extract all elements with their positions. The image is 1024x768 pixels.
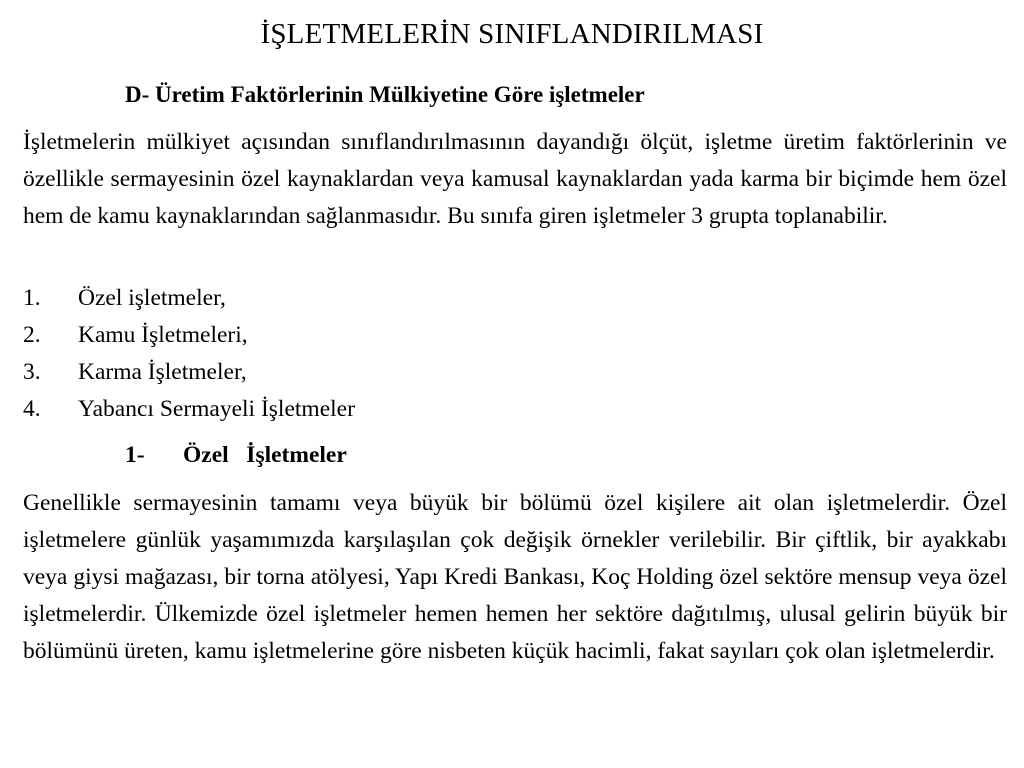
list-item-text: Özel işletmeler, [78,285,226,311]
slide-title: İŞLETMELERİN SINIFLANDIRILMASI [260,18,764,50]
list-item-text: Karma İşletmeler, [78,359,247,385]
list-item-number: 2. [23,322,41,348]
private-business-paragraph: Genellikle sermayesinin tamamı veya büyük bir bölümü özel kişilere ait olan işletmelerdir. Özel işletmelere günlük yaşamımızda karşılaşılan çok değişik örnekler verilebilir. Bir çiftlik, bir ayakkabı veya giysi mağazası, bir torna atölyesi, Yapı Kredi Bankası, Koç Holding özel sektöre mensup veya özel işletmelerdir. Ülkemizde özel işletmeler hemen hemen her sektöre dağıtılmış, ulusal gelirin büyük bir bölümünü üreten, kamu işletmelerine göre nisbeten küçük hacimli, fakat sayıları çok olan işletmelerdir. [23,490,1007,664]
list-item-text: Yabancı Sermayeli İşletmeler [78,396,355,422]
list-item-text: Kamu İşletmeleri, [78,322,248,348]
list-item-number: 4. [23,396,41,422]
list-item [23,354,355,391]
slide-subtitle: D- Üretim Faktörlerinin Mülkiyetine Göre işletmeler [125,82,645,107]
list-item-number: 1. [23,285,41,311]
intro-paragraph: İşletmelerin mülkiyet açısından sınıflandırılmasının dayandığı ölçüt, işletme üretim faktörlerinin ve özellikle sermayesinin özel kaynaklardan veya kamusal kaynaklardan yada karma bir biçimde hem özel hem de kamu kaynaklarından sağlanmasıdır. Bu sınıfa giren işletmeler 3 grupta toplanabilir. [23,129,1007,229]
section-heading [125,437,347,474]
list-item [23,317,355,354]
list-item-number: 3. [23,359,41,385]
list-item [23,280,355,317]
business-type-list [23,280,355,428]
section-heading-number: 1- [125,442,145,468]
section-heading-text: Özel İşletmeler [183,442,347,468]
list-item [23,391,355,428]
